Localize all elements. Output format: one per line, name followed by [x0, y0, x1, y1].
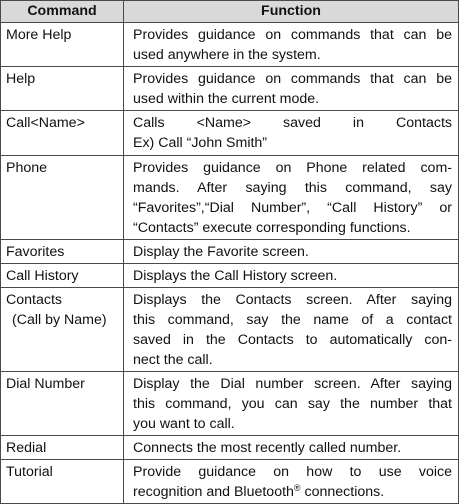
function-text-content: Ex) Call “John Smith”	[133, 135, 268, 151]
function-text	[133, 374, 452, 394]
function-cell	[124, 67, 459, 111]
function-text	[133, 198, 452, 218]
function-text-tail: connections.	[300, 484, 385, 500]
command-cell	[1, 23, 124, 67]
function-text	[133, 438, 452, 458]
table-row	[1, 372, 459, 436]
function-text-content: Displays the Call History screen.	[133, 268, 338, 284]
function-text-content: you want to call.	[133, 416, 235, 432]
command-cell	[1, 111, 124, 156]
function-text	[133, 310, 452, 330]
function-text	[133, 69, 452, 89]
command-cell	[1, 436, 124, 460]
header-function: Function	[124, 1, 459, 23]
function-text-content: Provides guidance on commands that can be	[133, 27, 452, 43]
function-text	[133, 158, 452, 178]
command-text: Call<Name>	[6, 115, 85, 131]
function-text-content: this command, you can say the number that	[133, 396, 452, 412]
function-text	[133, 25, 452, 45]
command-text: Phone	[6, 160, 48, 176]
function-text	[133, 242, 452, 262]
function-cell	[124, 156, 459, 240]
function-text-content: nect the call.	[133, 352, 213, 368]
function-text	[133, 133, 452, 153]
function-text-content: Displays the Contacts screen. After saying	[133, 292, 452, 308]
function-text	[133, 482, 452, 502]
function-text-content: Provides guidance on Phone related com-	[133, 160, 452, 176]
table-row	[1, 111, 459, 156]
command-cell	[1, 264, 124, 288]
command-text: Call History	[6, 268, 79, 284]
function-text	[133, 266, 452, 286]
command-cell	[1, 156, 124, 240]
function-text-content: Provides guidance on commands that can be	[133, 71, 452, 87]
function-text	[133, 350, 452, 370]
command-text: Favorites	[6, 244, 65, 260]
function-text-content: Connects the most recently called number.	[133, 440, 402, 456]
table-row	[1, 288, 459, 372]
function-cell	[124, 288, 459, 372]
function-text	[133, 45, 452, 65]
function-text-content: used within the current mode.	[133, 91, 320, 107]
function-text-content: mands. After saying this command, say	[133, 180, 452, 196]
command-text: Tutorial	[6, 464, 53, 480]
table-row	[1, 460, 459, 504]
command-cell	[1, 67, 124, 111]
function-text	[133, 178, 452, 198]
header-row	[1, 1, 459, 23]
header-command: Command	[1, 1, 124, 23]
function-text	[133, 414, 452, 434]
function-cell	[124, 460, 459, 504]
function-text-content: saved in the Contacts to automatically con-	[133, 332, 452, 348]
function-cell	[124, 436, 459, 460]
function-text-content: Provide guidance on how to use voice	[133, 464, 452, 480]
registered-mark: ®	[293, 483, 301, 493]
function-text-content: “Favorites”,“Dial Number”, “Call History” or	[133, 200, 452, 216]
command-cell	[1, 288, 124, 372]
function-text-content: this command, say the name of a contact	[133, 312, 452, 328]
table-row	[1, 23, 459, 67]
function-text-content: “Contacts” execute corresponding functions.	[133, 220, 411, 236]
command-text: More Help	[6, 27, 72, 43]
command-text: Contacts	[6, 292, 62, 308]
function-text	[133, 394, 452, 414]
table-row	[1, 240, 459, 264]
function-text-content: Display the Favorite screen.	[133, 244, 309, 260]
function-text-content: recognition and Bluetooth	[133, 484, 294, 500]
command-text: Dial Number	[6, 376, 85, 392]
command-text: Redial	[6, 440, 47, 456]
function-cell	[124, 111, 459, 156]
function-cell	[124, 264, 459, 288]
table-row	[1, 264, 459, 288]
function-text-content: Calls <Name> saved in Contacts	[133, 115, 452, 131]
function-cell	[124, 23, 459, 67]
table-row	[1, 156, 459, 240]
command-cell	[1, 240, 124, 264]
function-cell	[124, 240, 459, 264]
function-text	[133, 462, 452, 482]
function-text	[133, 330, 452, 350]
command-cell	[1, 372, 124, 436]
function-text	[133, 218, 452, 238]
table-row	[1, 67, 459, 111]
command-text: Help	[6, 71, 36, 87]
function-text-content: Display the Dial number screen. After saying	[133, 376, 452, 392]
function-text-content: used anywhere in the system.	[133, 47, 321, 63]
command-cell	[1, 460, 124, 504]
table-row	[1, 436, 459, 460]
command-text: (Call by Name)	[12, 312, 107, 328]
function-text	[133, 89, 452, 109]
function-text	[133, 113, 452, 133]
function-text	[133, 290, 452, 310]
function-cell	[124, 372, 459, 436]
